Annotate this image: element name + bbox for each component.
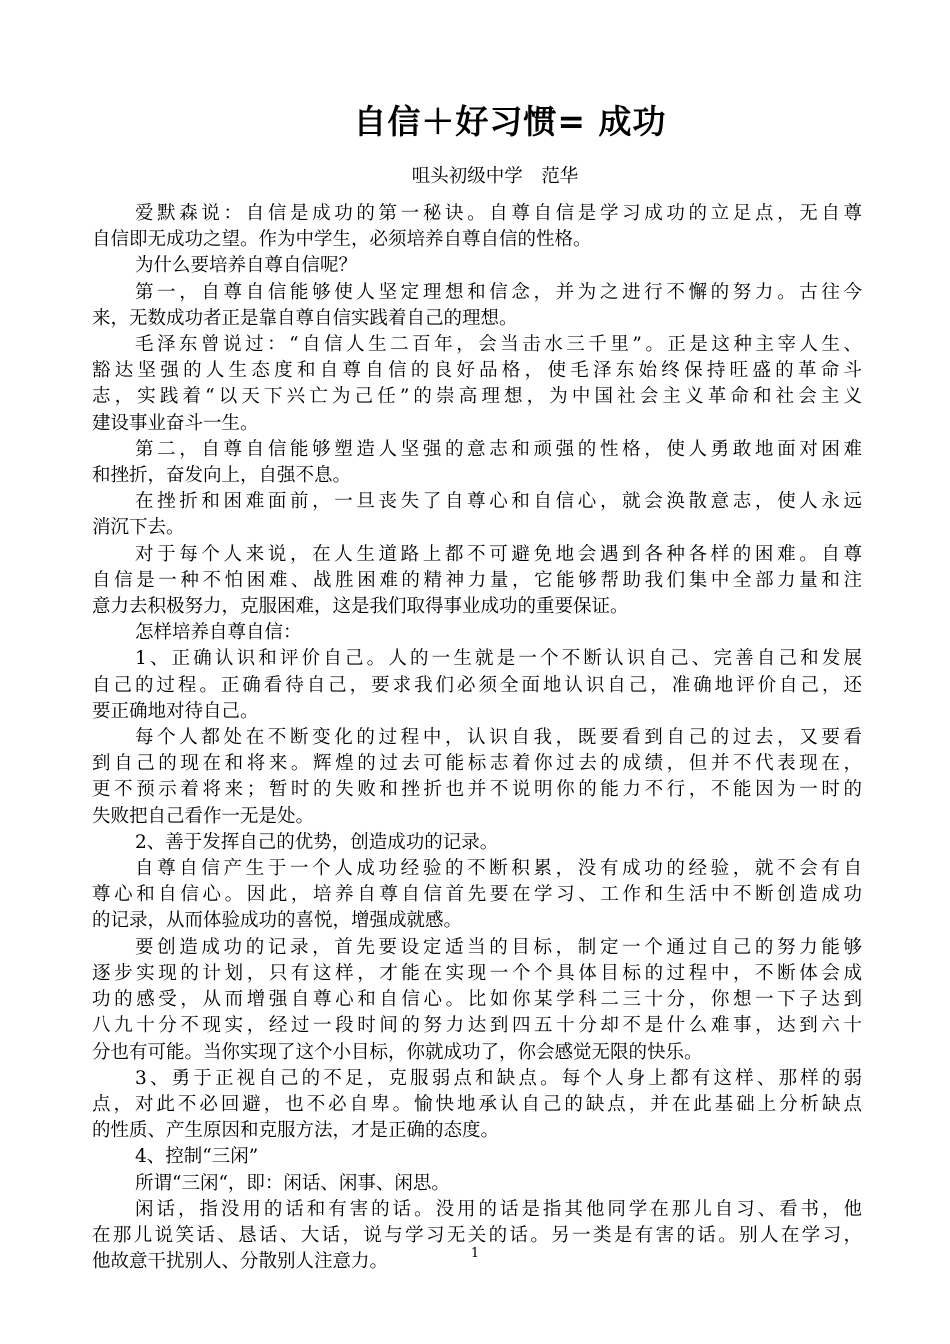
- body-paragraph: [92, 830, 862, 856]
- paragraph-line: 自信是一种不怕困难、战胜困难的精神力量，它能够帮助我们集中全部力量和注: [92, 569, 862, 591]
- paragraph-line: 尊心和自信心。因此，培养自尊自信首先要在学习、工作和生活中不断创造成功: [92, 884, 862, 906]
- paragraph-line: 他故意干扰别人、分散别人注意力。: [92, 1251, 389, 1273]
- paragraph-line: 逐步实现的计划，只有这样，才能在实现一个个具体目标的过程中，不断体会成: [92, 962, 862, 984]
- paragraph-line: 豁达坚强的人生态度和自尊自信的良好品格，使毛泽东始终保持旺盛的革命斗: [92, 360, 862, 382]
- paragraph-line: 失败把自己看作一无是处。: [92, 805, 315, 827]
- paragraph-line: 所谓“三闲“，即：闲话、闲事、闲思。: [135, 1172, 450, 1194]
- document-title: 自信＋好习惯= 成功: [353, 102, 667, 141]
- paragraph-line: 闲话，指没用的话和有害的话。没用的话是指其他同学在那儿自习、看书，他: [135, 1198, 862, 1220]
- paragraph-line: 为什么要培养自尊自信呢？: [135, 255, 358, 277]
- paragraph-line: 消沉下去。: [92, 517, 185, 539]
- paragraph-line: 第一，自尊自信能够使人坚定理想和信念，并为之进行不懈的努力。古往今: [135, 281, 862, 303]
- paragraph-line: 分也有可能。当你实现了这个小目标，你就成功了，你会感觉无限的快乐。: [92, 1041, 703, 1063]
- body-paragraph: [92, 542, 862, 621]
- paragraph-line: 爱默森说：自信是成功的第一秘诀。自尊自信是学习成功的立足点，无自尊: [135, 203, 862, 224]
- body-paragraph: [92, 1066, 862, 1145]
- body-paragraph: [92, 1197, 862, 1276]
- body-paragraph: [92, 201, 862, 253]
- body-paragraph: [92, 935, 862, 1066]
- paragraph-line: 毛泽东曾说过：“自信人生二百年，会当击水三千里”。正是这种主宰人生、: [135, 334, 862, 356]
- paragraph-line: 要创造成功的记录，首先要设定适当的目标，制定一个通过自己的努力能够: [135, 936, 862, 958]
- document-body: [92, 201, 862, 1275]
- paragraph-line: 点，对此不必回避，也不必自卑。愉快地承认自己的缺点，并在此基础上分析缺点: [92, 1093, 862, 1115]
- paragraph-line: 和挫折，奋发向上，自强不息。: [92, 465, 352, 487]
- paragraph-line: 自尊自信产生于一个人成功经验的不断积累，没有成功的经验，就不会有自: [135, 858, 862, 880]
- paragraph-line: 2、善于发挥自己的优势，创造成功的记录。: [135, 831, 499, 853]
- body-paragraph: [92, 725, 862, 830]
- body-paragraph: [92, 280, 862, 332]
- paragraph-line: 来，无数成功者正是靠自尊自信实践着自己的理想。: [92, 307, 518, 329]
- paragraph-line: 功的感受，从而增强自尊心和自信心。比如你某学科二三十分，你想一下子达到: [92, 989, 862, 1011]
- body-paragraph: [92, 489, 862, 541]
- paragraph-line: 自信即无成功之望。作为中学生，必须培养自尊自信的性格。: [92, 229, 592, 251]
- paragraph-line: 对于每个人来说，在人生道路上都不可避免地会遇到各种各样的困难。自尊: [135, 543, 862, 565]
- paragraph-line: 要正确地对待自己。: [92, 700, 259, 722]
- paragraph-line: 在那儿说笑话、恳话、大话，说与学习无关的话。另一类是有害的话。别人在学习，: [92, 1224, 862, 1246]
- paragraph-line: 在挫折和困难面前，一旦丧失了自尊心和自信心，就会涣散意志，使人永远: [135, 491, 862, 513]
- paragraph-line: 自己的过程。正确看待自己，要求我们必须全面地认识自己，准确地评价自己，还: [92, 674, 862, 696]
- paragraph-line: 意力去积极努力，克服困难，这是我们取得事业成功的重要保证。: [92, 596, 629, 618]
- paragraph-line: 1、正确认识和评价自己。人的一生就是一个不断认识自己、完善自己和发展: [135, 648, 862, 670]
- paragraph-line: 到自己的现在和将来。辉煌的过去可能标志着你过去的成绩，但并不代表现在，: [92, 753, 862, 775]
- paragraph-line: 第二，自尊自信能够塑造人坚强的意志和顽强的性格，使人勇敢地面对困难: [135, 438, 862, 460]
- body-paragraph: [92, 1144, 862, 1170]
- paragraph-line: 建设事业奋斗一生。: [92, 412, 259, 434]
- paragraph-line: 的性质、产生原因和克服方法，才是正确的态度。: [92, 1120, 500, 1142]
- paragraph-line: 志，实践着“以天下兴亡为己任”的崇高理想，为中国社会主义革命和社会主义: [92, 386, 862, 408]
- body-paragraph: [92, 620, 862, 646]
- body-paragraph: [92, 646, 862, 725]
- paragraph-line: 每个人都处在不断变化的过程中，认识自我，既要看到自己的过去，又要看: [135, 727, 862, 749]
- paragraph-line: 的记录，从而体验成功的喜悦，增强成就感。: [92, 910, 463, 932]
- document-author: 咀头初级中学 范华: [411, 166, 579, 187]
- body-paragraph: [92, 856, 862, 935]
- paragraph-line: 3、勇于正视自己的不足，克服弱点和缺点。每个人身上都有这样、那样的弱: [135, 1067, 862, 1089]
- paragraph-line: 八九十分不现实，经过一段时间的努力达到四五十分却不是什么难事，达到六十: [92, 1015, 862, 1037]
- paragraph-line: 更不预示着将来；暂时的失败和挫折也并不说明你的能力不行，不能因为一时的: [92, 779, 862, 801]
- page-number: 1: [470, 1246, 480, 1261]
- paragraph-line: 4、控制“三闲”: [135, 1146, 259, 1168]
- body-paragraph: [92, 437, 862, 489]
- body-paragraph: [92, 332, 862, 437]
- paragraph-line: 怎样培养自尊自信：: [135, 622, 302, 644]
- body-paragraph: [92, 1171, 862, 1197]
- body-paragraph: [92, 253, 862, 279]
